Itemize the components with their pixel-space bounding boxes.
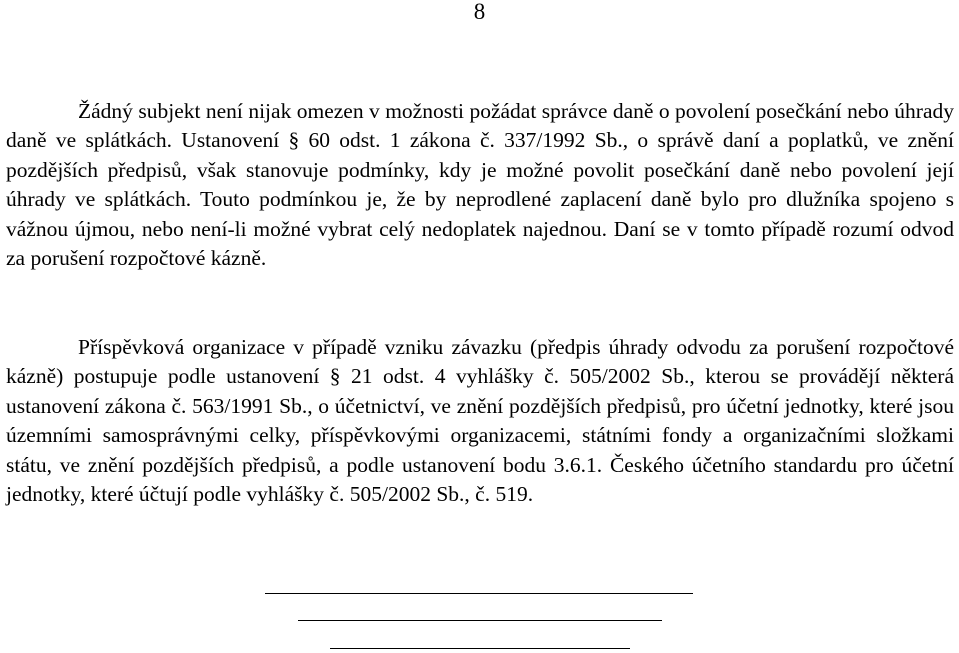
end-rule-bottom [330,648,630,649]
paragraph-1: Žádný subjekt není nijak omezen v možnosti požádat správce daně o povolení posečkání nebo úhrady daně ve splátkách. Ustanovení § 60 odst. 1 zákona č. 337/1992 Sb., o správě daní a poplatků, ve znění pozdějších předpisů, však stanovuje podmínky, kdy je možné povolit posečkání daně nebo povolení její úhrady ve splátkách. Touto podmínkou je, že by neprodlené zaplacení daně bylo pro dlužníka spojeno s vážnou újmou, nebo není-li možné vybrat celý nedoplatek najednou. Daní se v tomto případě rozumí odvod za porušení rozpočtové kázně. [6,99,954,271]
end-rule-middle [298,620,662,621]
page-number: 8 [473,0,486,24]
paragraph-2: Příspěvková organizace v případě vzniku závazku (předpis úhrady odvodu za porušení rozpočtové kázně) postupuje podle ustanovení § 21 odst. 4 vyhlášky č. 505/2002 Sb., kterou se provádějí některá ustanovení zákona č. 563/1991 Sb., o účetnictví, ve znění pozdějších předpisů, pro účetní jednotky, které jsou územními samosprávnými celky, příspěvkovými organizacemi, státními fondy a organizačními složkami státu, ve znění pozdějších předpisů, a podle ustanovení bodu 3.6.1. Českého účetního standardu pro účetní jednotky, které účtují podle vyhlášky č. 505/2002 Sb., č. 519. [6,335,954,507]
end-rule-top [265,593,693,594]
paragraph-2-block [6,333,954,509]
paragraph-1-block [6,97,954,273]
